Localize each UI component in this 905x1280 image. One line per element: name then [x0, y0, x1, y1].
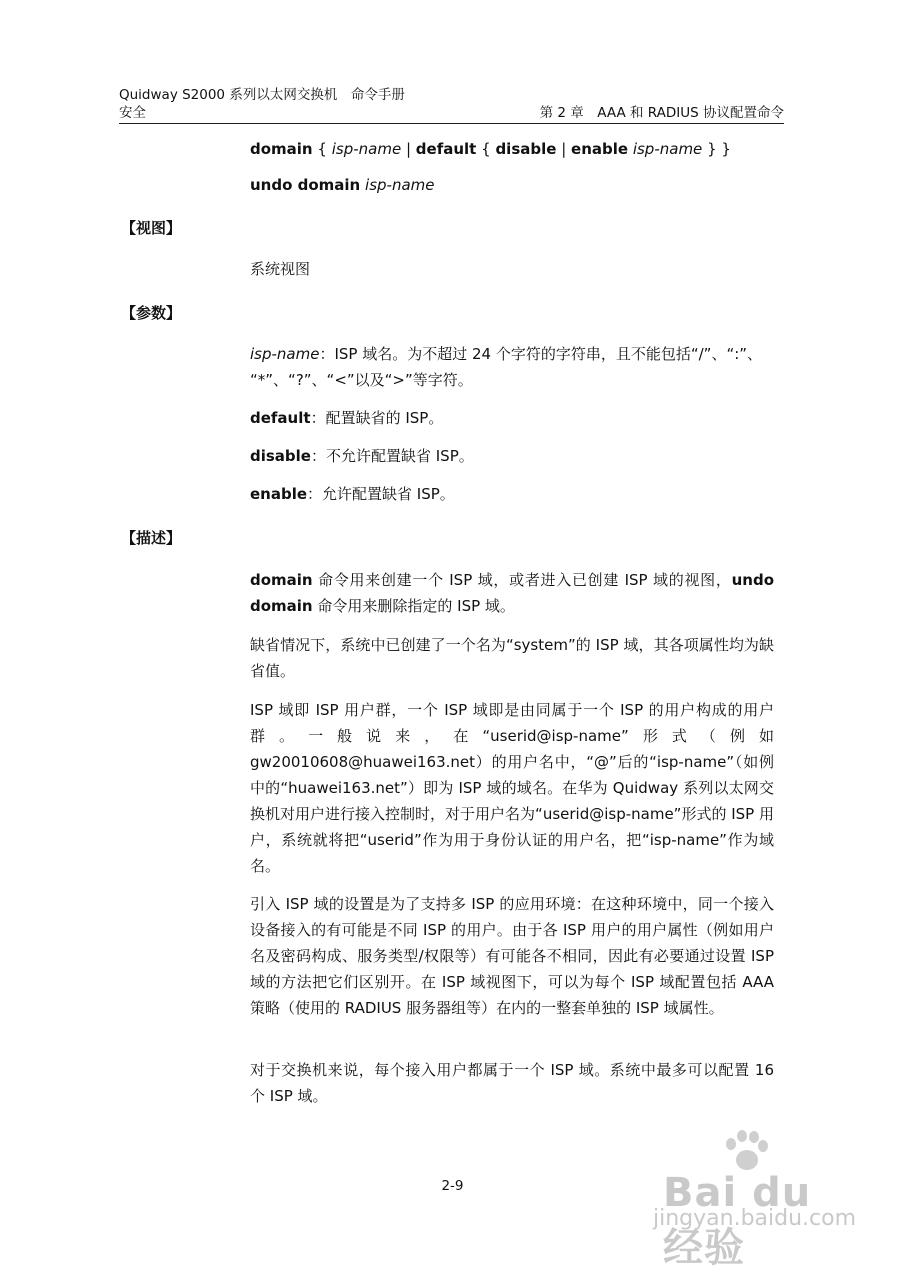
- param-term: default: [250, 409, 311, 427]
- syntax-bar: |: [401, 140, 416, 158]
- paw-icon: [721, 1130, 771, 1174]
- chapter-label: 第 2 章 AAA 和 RADIUS 协议配置命令: [539, 105, 784, 121]
- description-heading: 【描述】: [121, 529, 182, 547]
- arg-isp-name: isp-name: [365, 176, 435, 194]
- view-text: 系统视图: [250, 260, 311, 278]
- page-number: 2-9: [441, 1178, 464, 1194]
- view-heading: 【视图】: [121, 219, 182, 237]
- param-desc: ：不允许配置缺省 ISP。: [310, 447, 474, 465]
- param-default: [250, 405, 774, 431]
- description-paragraph-3: ISP 域即 ISP 用户群，一个 ISP 域即是由同属于一个 ISP 的用户构成的用户群。一般说来，在“userid@isp-name”形式（例如 gw20010608@huawei163.net）的用户名中，“@”后的“isp-name”（如例中的“huawei163.net”）即为 ISP 域的域名。在华为 Quidway 系列以太网交换机对用户进行接入控制时，对于用户名为“userid@isp-name”形式的 ISP 用户，系统就将把“userid”作为用于身份认证的用户名，把“isp-name”作为域名。: [250, 701, 774, 875]
- param-term: isp-name: [250, 345, 320, 363]
- description-paragraph-4: 引入 ISP 域的设置是为了支持多 ISP 的应用环境：在这种环境中，同一个接入设备接入的有可能是不同 ISP 的用户。由于各 ISP 用户的用户属性（例如用户名及密码构成、服务类型/权限等）有可能各不相同，因此有必要通过设置 ISP 域的方法把它们区别开。在 ISP 域视图下，可以为每个 ISP 域配置包括 AAA 策略（使用的 RADIUS 服务器组等）在内的一整套单独的 ISP 域属性。: [250, 895, 774, 1017]
- document-title: Quidway S2000 系列以太网交换机 命令手册: [119, 87, 405, 103]
- kw-disable: disable: [495, 140, 557, 158]
- header-rule: [119, 123, 784, 124]
- watermark-logo: Bai du 经验: [663, 1170, 812, 1271]
- syntax-brace: } }: [702, 140, 731, 158]
- param-term: enable: [250, 485, 308, 503]
- kw-undo-domain: undo domain: [250, 571, 774, 615]
- section-label: 安全: [119, 105, 146, 121]
- kw-domain: domain: [250, 571, 313, 589]
- param-term: disable: [250, 447, 311, 465]
- syntax-brace: {: [476, 140, 496, 158]
- param-disable: [250, 443, 774, 469]
- kw-enable: enable: [571, 140, 629, 158]
- param-isp-name-line-2: “*”、“?”、“<”以及“>”等字符。: [250, 371, 473, 389]
- param-enable: [250, 481, 774, 507]
- kw-domain: domain: [250, 140, 313, 158]
- param-desc: ：允许配置缺省 ISP。: [307, 485, 455, 503]
- para-text: 命令用来创建一个 ISP 域，或者进入已创建 ISP 域的视图，: [312, 571, 732, 589]
- kw-undo-domain: undo domain: [250, 176, 361, 194]
- kw-default: default: [415, 140, 477, 158]
- watermark-url: jingyan.baidu.com: [653, 1206, 857, 1231]
- watermark: [653, 1140, 857, 1271]
- arg-isp-name: isp-name: [632, 140, 703, 158]
- params-heading: 【参数】: [121, 304, 182, 322]
- param-desc: ：ISP 域名。为不超过 24 个字符的字符串，且不能包括“/”、“:”、: [319, 345, 763, 363]
- syntax-line-1: [250, 136, 774, 162]
- description-paragraph-5: 对于交换机来说，每个接入用户都属于一个 ISP 域。系统中最多可以配置 16 个 ISP 域。: [250, 1061, 774, 1105]
- arg-isp-name: isp-name: [331, 140, 402, 158]
- syntax-brace: {: [312, 140, 332, 158]
- param-isp-name-line-1: [250, 341, 774, 367]
- para-text: 命令用来删除指定的 ISP 域。: [312, 597, 515, 615]
- param-desc: ：配置缺省的 ISP。: [310, 409, 444, 427]
- description-paragraph-1: [250, 567, 774, 619]
- description-paragraph-2: 缺省情况下，系统中已创建了一个名为“system”的 ISP 域，其各项属性均为缺省值。: [250, 636, 774, 680]
- syntax-line-2: [250, 172, 774, 198]
- header-row: [119, 104, 784, 122]
- syntax-bar: |: [556, 140, 572, 158]
